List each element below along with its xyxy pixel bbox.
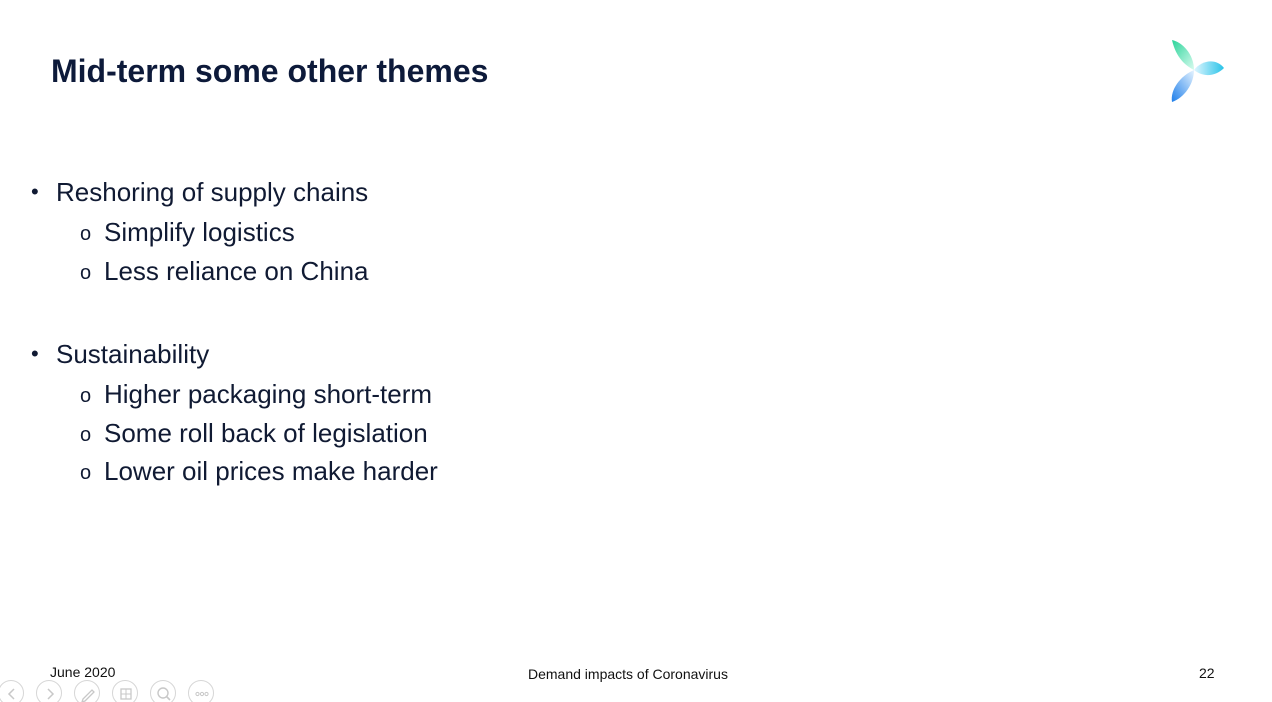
slide-title: Mid-term some other themes <box>51 53 489 89</box>
see-all-slides-button[interactable] <box>112 680 138 702</box>
bullet-group <box>0 334 800 490</box>
chevron-right-icon <box>37 681 63 702</box>
sub-bullet-marker: o <box>80 423 92 446</box>
bullet-item <box>0 172 800 212</box>
sub-bullet-label: Less reliance on China <box>104 255 369 286</box>
sub-bullet-marker: o <box>80 462 92 484</box>
sub-bullet-label: Some roll back of legislation <box>104 417 428 448</box>
sub-bullet-label: Simplify logistics <box>104 217 295 247</box>
sub-bullet-marker: o <box>80 223 92 245</box>
sub-bullet-item <box>0 374 800 413</box>
sub-bullet-item <box>0 251 800 290</box>
slide-number: 22 <box>1199 665 1215 681</box>
sub-bullet-label: Lower oil prices make harder <box>104 456 438 486</box>
chevron-left-icon <box>0 681 25 702</box>
bullet-marker: • <box>31 341 39 366</box>
sub-bullet-item <box>0 212 800 251</box>
grid-icon <box>113 681 139 702</box>
bullet-marker: • <box>31 179 39 204</box>
pen-icon <box>75 681 101 702</box>
bullet-group <box>0 172 800 289</box>
tri-leaf-logo-icon <box>1164 36 1228 106</box>
sub-bullet-item <box>0 451 800 490</box>
more-options-button[interactable] <box>188 680 214 702</box>
bullet-label: Sustainability <box>56 339 210 369</box>
bullet-item <box>0 334 800 374</box>
bullet-list <box>0 172 800 517</box>
pen-tool-button[interactable] <box>74 680 100 702</box>
footer-title: Demand impacts of Coronavirus <box>528 666 728 682</box>
sub-bullet-item <box>0 413 800 452</box>
footer-date: June 2020 <box>50 664 116 680</box>
zoom-button[interactable] <box>150 680 176 702</box>
magnifier-icon <box>151 681 177 702</box>
sub-bullet-marker: o <box>80 261 92 284</box>
bullet-label: Reshoring of supply chains <box>56 177 369 207</box>
presenter-toolbar <box>0 680 230 702</box>
previous-slide-button[interactable] <box>0 680 24 702</box>
sub-bullet-label: Higher packaging short-term <box>104 379 433 409</box>
more-icon <box>189 681 215 702</box>
sub-bullet-marker: o <box>80 385 92 407</box>
next-slide-button[interactable] <box>36 680 62 702</box>
